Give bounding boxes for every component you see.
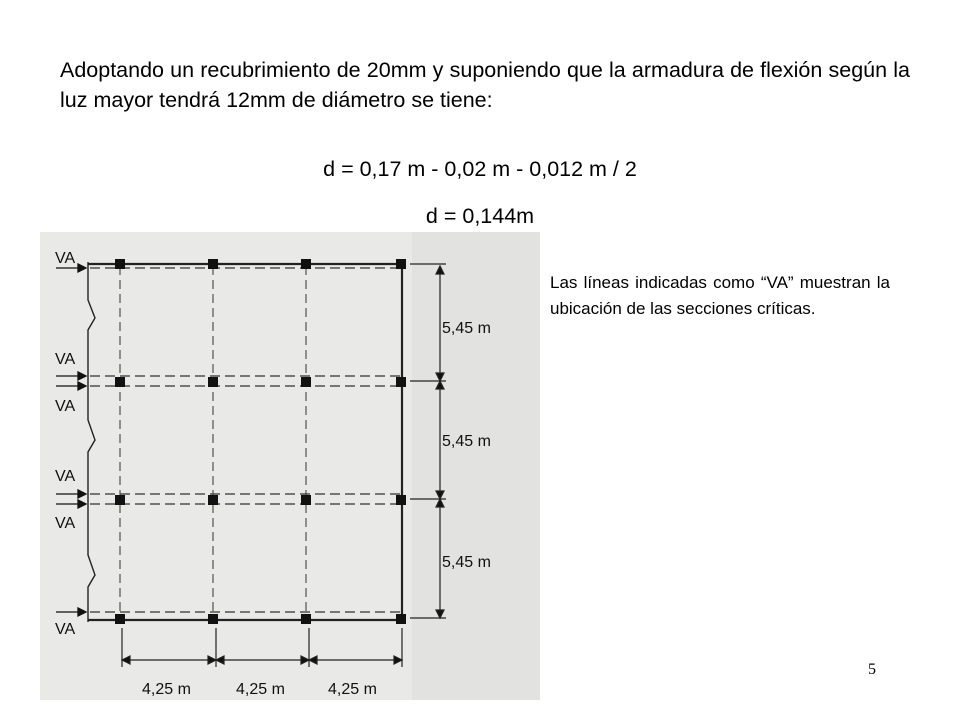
critical-sections-note: Las líneas indicadas como “VA” muestran la ubicación de las secciones críticas.	[550, 273, 890, 318]
va-label-3: VA	[55, 398, 76, 415]
scan-margin	[412, 232, 540, 700]
va-label-4: VA	[55, 468, 76, 485]
formula-line-1: d = 0,17 m - 0,02 m - 0,012 m / 2	[323, 157, 637, 181]
page-number: 5	[868, 661, 876, 678]
horizontal-dim-label-3: 4,25 m	[328, 681, 377, 698]
horizontal-dim-label-2: 4,25 m	[236, 681, 285, 698]
va-label-2: VA	[55, 351, 76, 368]
va-label-1: VA	[55, 250, 76, 267]
intro-paragraph: Adoptando un recubrimiento de 20mm y suponiendo que la armadura de flexión según la luz mayor tendrá 12mm de diámetro se tiene:	[60, 58, 910, 112]
horizontal-dim-label-1: 4,25 m	[142, 681, 191, 698]
vertical-dim-label-3: 5,45 m	[442, 554, 491, 571]
va-label-6: VA	[55, 621, 76, 638]
va-label-5: VA	[55, 515, 76, 532]
vertical-dim-label-1: 5,45 m	[442, 320, 491, 337]
formula-line-2: d = 0,144m	[425, 204, 535, 228]
vertical-dim-label-2: 5,45 m	[442, 433, 491, 450]
